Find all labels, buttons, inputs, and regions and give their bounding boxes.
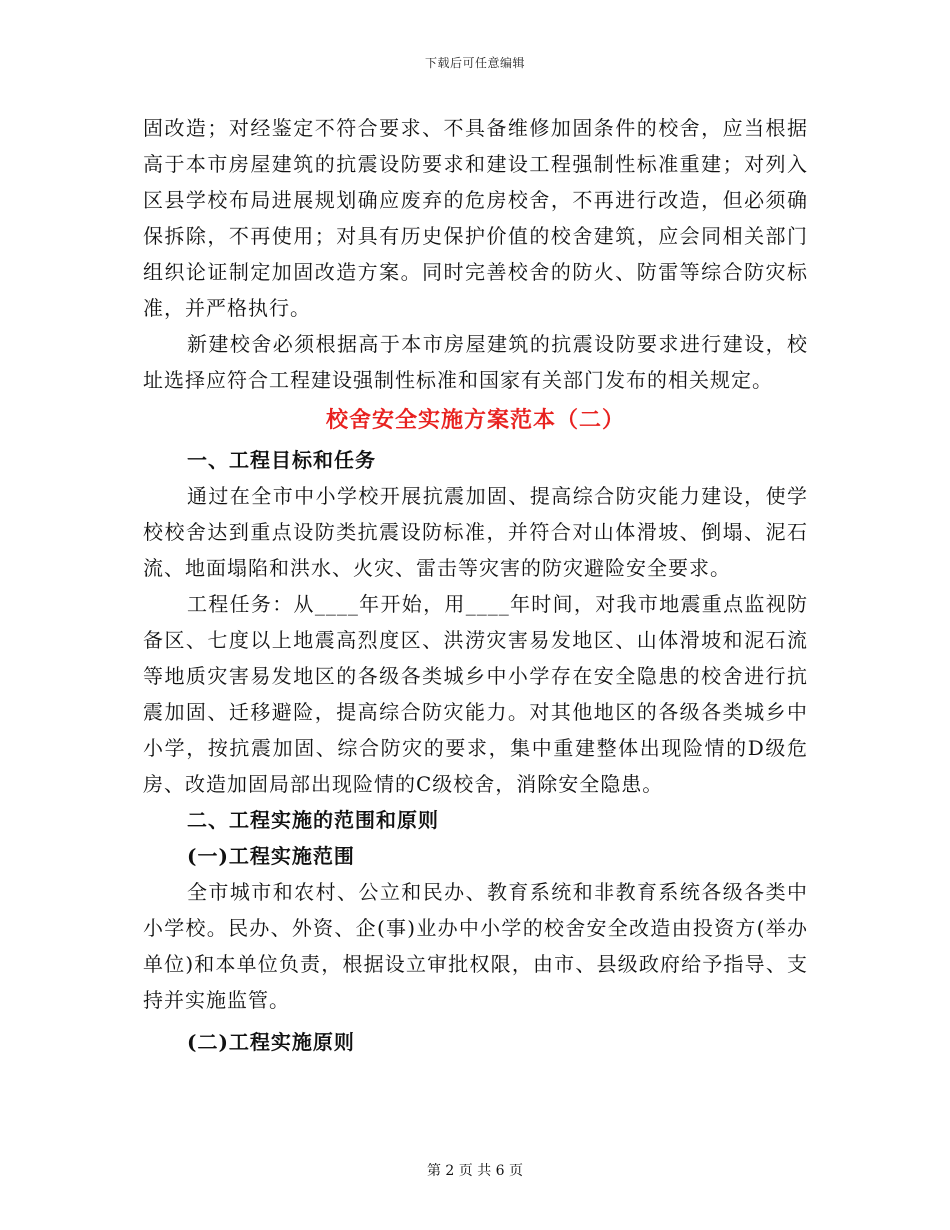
heading-goals-tasks: 一、工程目标和任务: [187, 448, 376, 472]
document-body: [143, 110, 808, 1060]
heading-scope-principles: 二、工程实施的范围和原则: [187, 808, 439, 832]
paragraph-new-construction: 新建校舍必须根据高于本市房屋建筑的抗震设防要求进行建设，校址选择应符合工程建设强制性标准和国家有关部门发布的相关规定。: [143, 332, 808, 392]
paragraph-tasks: 工程任务：从____年开始，用____年时间，对我市地震重点监视防备区、七度以上地震高烈度区、洪涝灾害易发地区、山体滑坡和泥石流等地质灾害易发地区的各级各类城乡中小学存在安全隐患的校舍进行抗震加固、迁移避险，提高综合防灾能力。对其他地区的各级各类城乡中小学，按抗震加固、综合防灾的要求，集中重建整体出现险情的D级危房、改造加固局部出现险情的C级校舍，消除安全隐患。: [143, 592, 808, 796]
page-footer: 第 2 页 共 6 页: [426, 1163, 524, 1179]
paragraph-scope: 全市城市和农村、公立和民办、教育系统和非教育系统各级各类中小学校。民办、外资、企(事)业办中小学的校舍安全改造由投资方(举办单位)和本单位负责，根据设立审批权限，由市、县级政府给予指导、支持并实施监管。: [143, 880, 808, 1012]
heading-principles: (二)工程实施原则: [187, 1030, 355, 1054]
page-header: 下载后可任意编辑: [424, 56, 525, 70]
paragraph-reinforcement: 固改造；对经鉴定不符合要求、不具备维修加固条件的校舍，应当根据高于本市房屋建筑的抗震设防要求和建设工程强制性标准重建；对列入区县学校布局进展规划确应废弃的危房校舍，不再进行改造，但必须确保拆除，不再使用；对具有历史保护价值的校舍建筑，应会同相关部门组织论证制定加固改造方案。同时完善校舍的防火、防雷等综合防灾标准，并严格执行。: [143, 116, 808, 320]
paragraph-goals: 通过在全市中小学校开展抗震加固、提高综合防灾能力建设，使学校校舍达到重点设防类抗震设防标准，并符合对山体滑坡、倒塌、泥石流、地面塌陷和洪水、火灾、雷击等灾害的防灾避险安全要求。: [143, 484, 808, 580]
section-title: 校舍安全实施方案范本（二）: [325, 407, 625, 433]
heading-scope: (一)工程实施范围: [187, 844, 355, 868]
